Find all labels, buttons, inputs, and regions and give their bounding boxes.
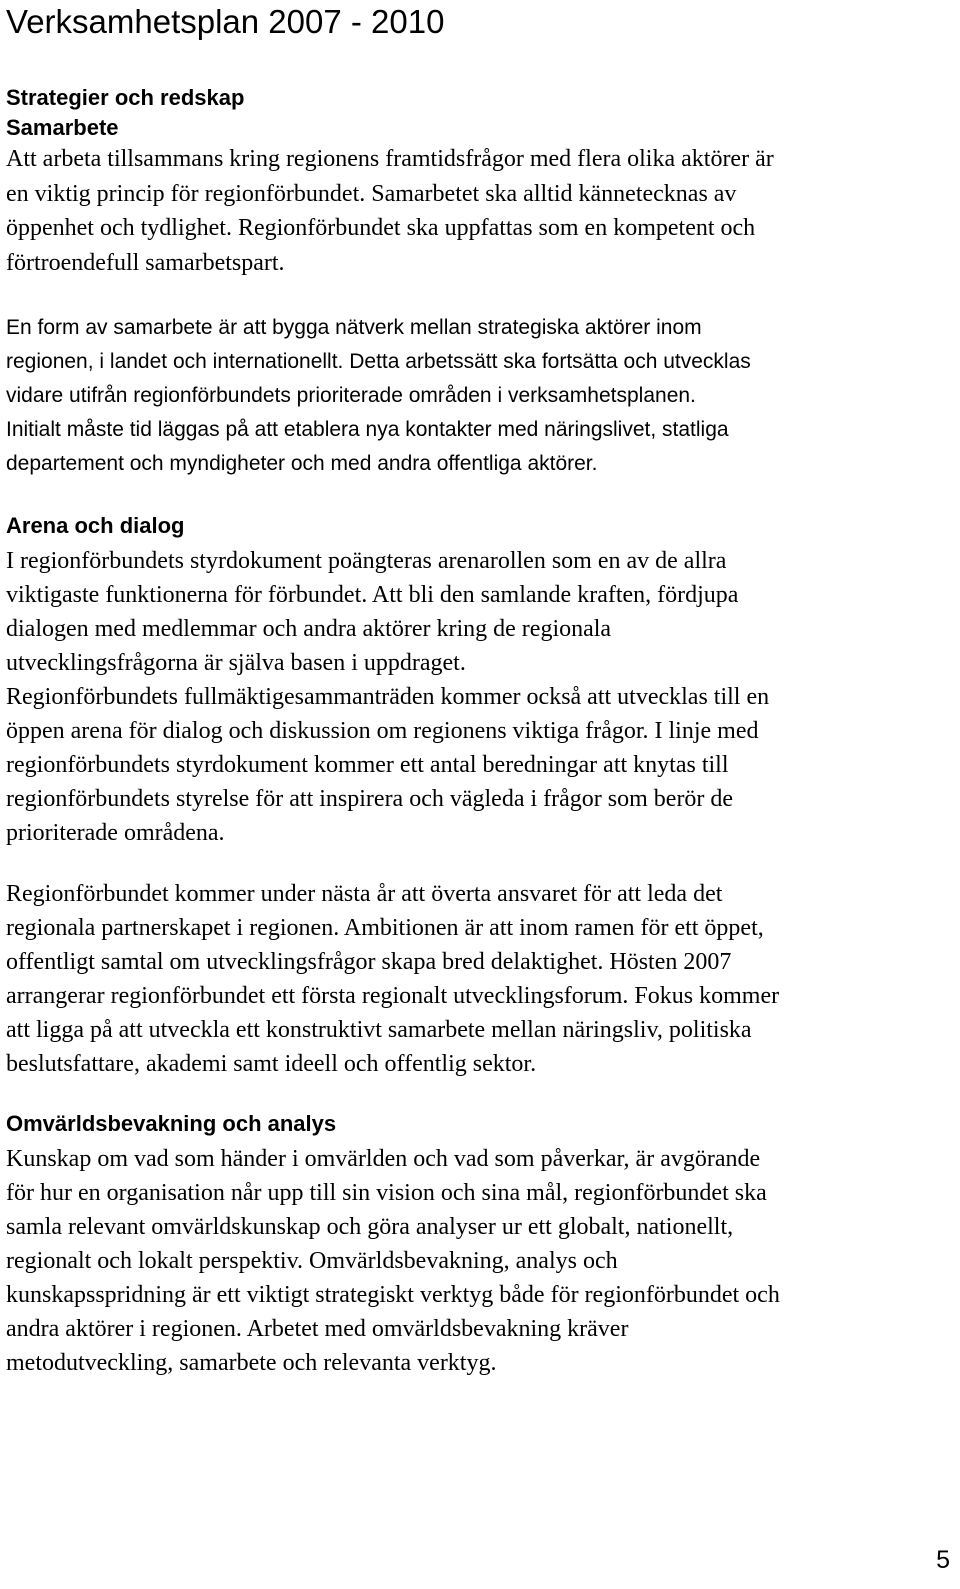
section-heading-strategier: Strategier och redskap [6,85,245,110]
text-line: regionförbundets styrelse för att inspirera och vägleda i frågor som berör de [6,786,734,812]
document-title: Verksamhetsplan 2007 - 2010 [6,3,445,40]
text-line: samla relevant omvärldskunskap och göra analyser ur ett globalt, nationellt, [6,1214,734,1240]
text-line: Att arbeta tillsammans kring regionens framtidsfrågor med flera olika aktörer är [6,146,774,172]
text-line: Regionförbundets fullmäktigesammanträden kommer också att utvecklas till en [6,684,770,710]
samarbete-paragraph-1 [6,142,774,281]
text-line: kunskapsspridning är ett viktigt strategiskt verktyg både för regionförbundet och [6,1282,780,1308]
text-line: viktigaste funktionerna för förbundet. Att bli den samlande kraften, fördjupa [6,582,739,608]
text-line: regionala partnerskapet i regionen. Ambitionen är att inom ramen för ett öppet, [6,915,764,941]
text-line: Kunskap om vad som händer i omvärlden och vad som påverkar, är avgörande [6,1146,761,1172]
arena-paragraph-1 [6,544,769,850]
text-line: regionalt och lokalt perspektiv. Omvärldsbevakning, analys och [6,1248,618,1274]
text-line: offentligt samtal om utvecklingsfrågor skapa bred delaktighet. Hösten 2007 [6,949,732,975]
section-heading-arena: Arena och dialog [6,513,185,538]
text-line: prioriterade områdena. [6,820,225,846]
text-line: utvecklingsfrågorna är själva basen i uppdraget. [6,650,466,676]
subheading-samarbete: Samarbete [6,115,119,140]
text-line: I regionförbundets styrdokument poängteras arenarollen som en av de allra [6,548,727,574]
text-line: att ligga på att utveckla ett konstruktivt samarbete mellan näringsliv, politiska [6,1017,752,1043]
omvarld-paragraph-1 [6,1142,780,1380]
text-line: regionförbundets styrdokument kommer ett antal beredningar att knytas till [6,752,729,778]
text-line: regionen, i landet och internationellt. Detta arbetssätt ska fortsätta och utvecklas [6,350,751,373]
text-line: för hur en organisation når upp till sin vision och sina mål, regionförbundet ska [6,1180,767,1206]
text-line: öppenhet och tydlighet. Regionförbundet ska uppfattas som en kompetent och [6,215,756,242]
text-line: arrangerar regionförbundet ett första regionalt utvecklingsforum. Fokus kommer [6,983,780,1009]
text-line: en viktig princip för regionförbundet. Samarbetet ska alltid kännetecknas av [6,180,737,207]
samarbete-paragraph-2 [6,311,751,481]
text-line: departement och myndigheter och med andra offentliga aktörer. [6,452,598,475]
text-line: Initialt måste tid läggas på att etablera nya kontakter med näringslivet, statliga [6,418,729,441]
arena-paragraph-2 [6,877,779,1081]
text-line: andra aktörer i regionen. Arbetet med omvärldsbevakning kräver [6,1316,629,1342]
text-line: metodutveckling, samarbete och relevanta verktyg. [6,1350,497,1376]
page-number: 5 [936,1546,950,1574]
text-line: Regionförbundet kommer under nästa år att överta ansvaret för att leda det [6,881,723,907]
text-line: öppen arena för dialog och diskussion om regionens viktiga frågor. I linje med [6,718,759,744]
text-line: förtroendefull samarbetspart. [6,250,285,277]
text-line: dialogen med medlemmar och andra aktörer kring de regionala [6,616,612,642]
text-line: vidare utifrån regionförbundets prioriterade områden i verksamhetsplanen. [6,384,696,407]
text-line: En form av samarbete är att bygga nätverk mellan strategiska aktörer inom [6,316,702,339]
text-line: beslutsfattare, akademi samt ideell och offentlig sektor. [6,1051,537,1077]
section-heading-omvarld: Omvärldsbevakning och analys [6,1111,337,1136]
